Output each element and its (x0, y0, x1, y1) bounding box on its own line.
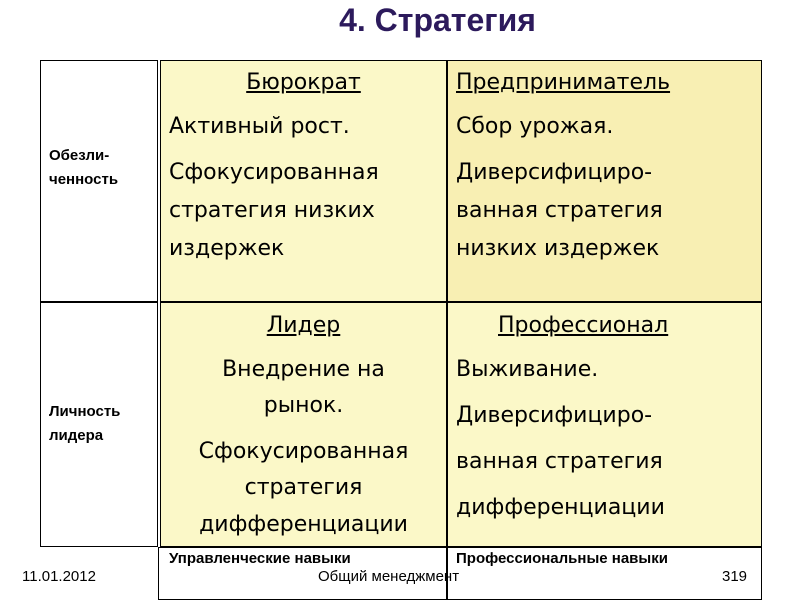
page-title: 4. Стратегия (339, 2, 536, 38)
cell-line: рынок. (263, 393, 344, 418)
cell-heading: Предприниматель (456, 70, 671, 95)
row-label-line-2: ченность (49, 171, 119, 188)
cell-line: Внедрение на (222, 357, 385, 382)
row-label-line-1: Личность (49, 403, 121, 420)
cell-line: ванная стратегия (456, 449, 663, 474)
cell-line: стратегия (244, 475, 363, 500)
row-label-line-1: Обезли- (49, 147, 110, 164)
cell-line: Сбор урожая. (456, 114, 614, 139)
cell-line: низких издержек (456, 236, 660, 261)
cell-line: стратегия низких (169, 198, 375, 223)
cell-line: дифференциации (199, 512, 408, 537)
cell-leader (160, 302, 447, 547)
cell-professional (447, 302, 762, 547)
cell-entrepreneur (447, 60, 762, 302)
column-label-professional (447, 547, 762, 600)
footer-title: Общий менеджмент (318, 568, 460, 585)
row-label-personality (40, 302, 158, 547)
cell-line: Активный рост. (169, 114, 350, 139)
cell-line: Диверсифициро- (456, 160, 653, 185)
cell-line: дифференциации (456, 495, 665, 520)
row-label-line-2: лидера (49, 427, 104, 444)
column-label-text: Профессиональные навыки (456, 550, 668, 567)
cell-line: издержек (169, 236, 285, 261)
cell-heading: Профессионал (498, 313, 669, 338)
row-label-impersonality (40, 60, 158, 302)
cell-line: Сфокусированная (169, 160, 379, 185)
cell-heading: Бюрократ (246, 70, 361, 95)
cell-line: Сфокусированная (198, 439, 409, 464)
footer-page-number: 319 (722, 568, 748, 585)
cell-bureaucrat (160, 60, 447, 302)
footer-date: 11.01.2012 (22, 568, 96, 585)
cell-line: Диверсифициро- (456, 403, 653, 428)
cell-line: ванная стратегия (456, 198, 663, 223)
column-label-text: Управленческие навыки (169, 550, 351, 567)
cell-heading: Лидер (266, 313, 341, 338)
cell-line: Выживание. (456, 357, 599, 382)
